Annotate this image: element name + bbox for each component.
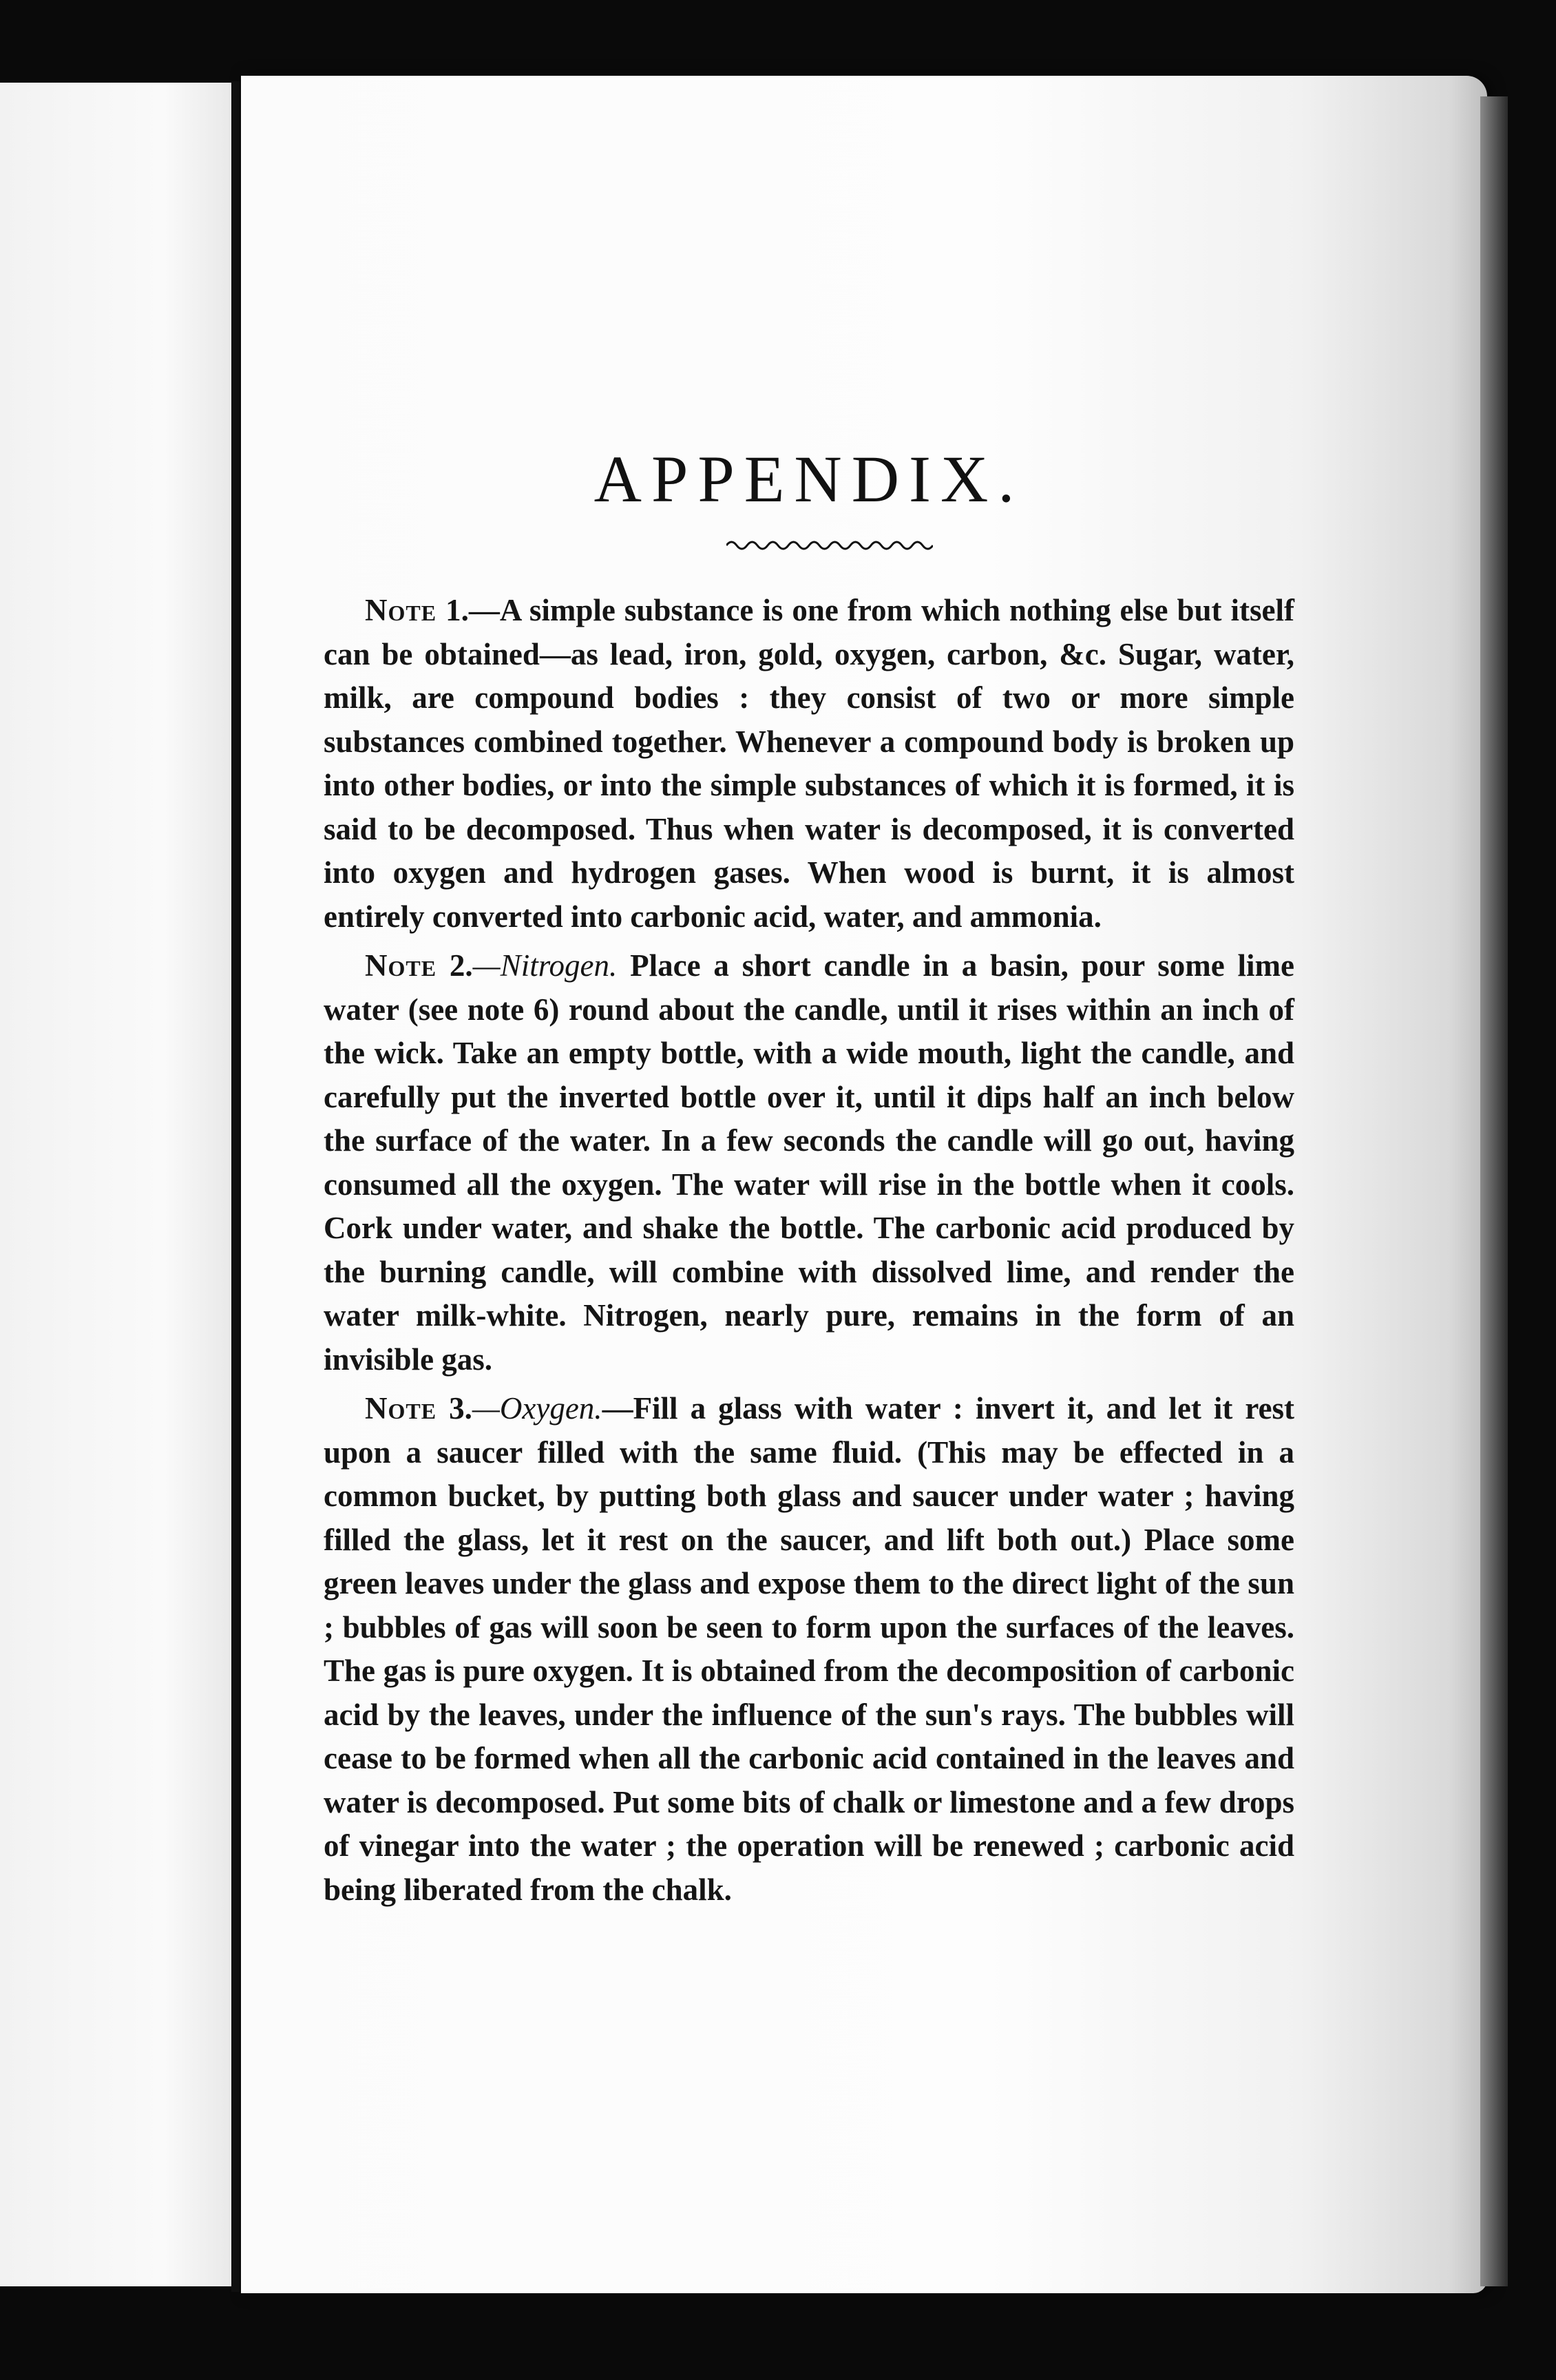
appendix-body (324, 589, 1294, 1917)
note-text: —Fill a glass with water : invert it, and let it rest upon a saucer filled with the same fluid. (This may be effected in a common bucket, by putting both glass and saucer under water ; having filled the glass, let it rest on the saucer, and lift both out.) Place some green leaves under the glass and expose them to the direct light of the sun ; bubbles of gas will soon be seen to form upon the surfaces of the leaves. The gas is pure oxygen. It is obtained from the decomposition of carbonic acid by the leaves, under the influence of the sun's rays. The bubbles will cease to be formed when all the carbonic acid contained in the leaves and water is decomposed. Put some bits of chalk or limestone and a few drops of vinegar into the water ; the operation will be renewed ; carbonic acid being liberated from the chalk. (324, 1391, 1295, 1907)
note-1 (324, 589, 1294, 939)
note-number: 1. (437, 593, 469, 627)
note-label: Note (365, 1391, 437, 1426)
note-3 (324, 1387, 1294, 1912)
note-number: 2. (437, 948, 473, 983)
note-label: Note (365, 948, 437, 983)
page-title: APPENDIX. (593, 442, 1024, 516)
wavy-rule-ornament (726, 537, 933, 554)
note-2 (324, 944, 1294, 1381)
note-text: —A simple substance is one from which nothing else but itself can be obtained—as lead, iron, gold, oxygen, carbon, &c. Sugar, water, milk, are compound bodies : they consist of two or more simple substances combined together. Whenever a compound body is broken up into other bodies, or into the simple substances of which it is formed, it is said to be decomposed. Thus when water is decomposed, it is converted into oxygen and hydrogen gases. When wood is burnt, it is almost entirely converted into carbonic acid, water, and ammonia. (324, 593, 1294, 934)
note-topic: —Oxygen. (472, 1391, 602, 1426)
note-topic: —Nitrogen. (472, 948, 618, 983)
note-text: Place a short candle in a basin, pour some lime water (see note 6) round about the candle, until it rises within an inch of the wick. Take an empty bottle, with a wide mouth, light the candle, and carefully put the inverted bottle over it, until it dips half an inch below the surface of the water. In a few seconds the candle will go out, having consumed all the oxygen. The water will rise in the bottle when it cools. Cork under water, and shake the bottle. The carbonic acid produced by the burning candle, will combine with dissolved lime, and render the water milk-white. Nitrogen, nearly pure, remains in the form of an invisible gas. (324, 948, 1295, 1377)
note-label: Note (365, 593, 437, 627)
note-number: 3. (437, 1391, 472, 1426)
book-spine (231, 81, 240, 2292)
page-edge-shadow (1480, 96, 1508, 2286)
facing-page (0, 83, 234, 2286)
